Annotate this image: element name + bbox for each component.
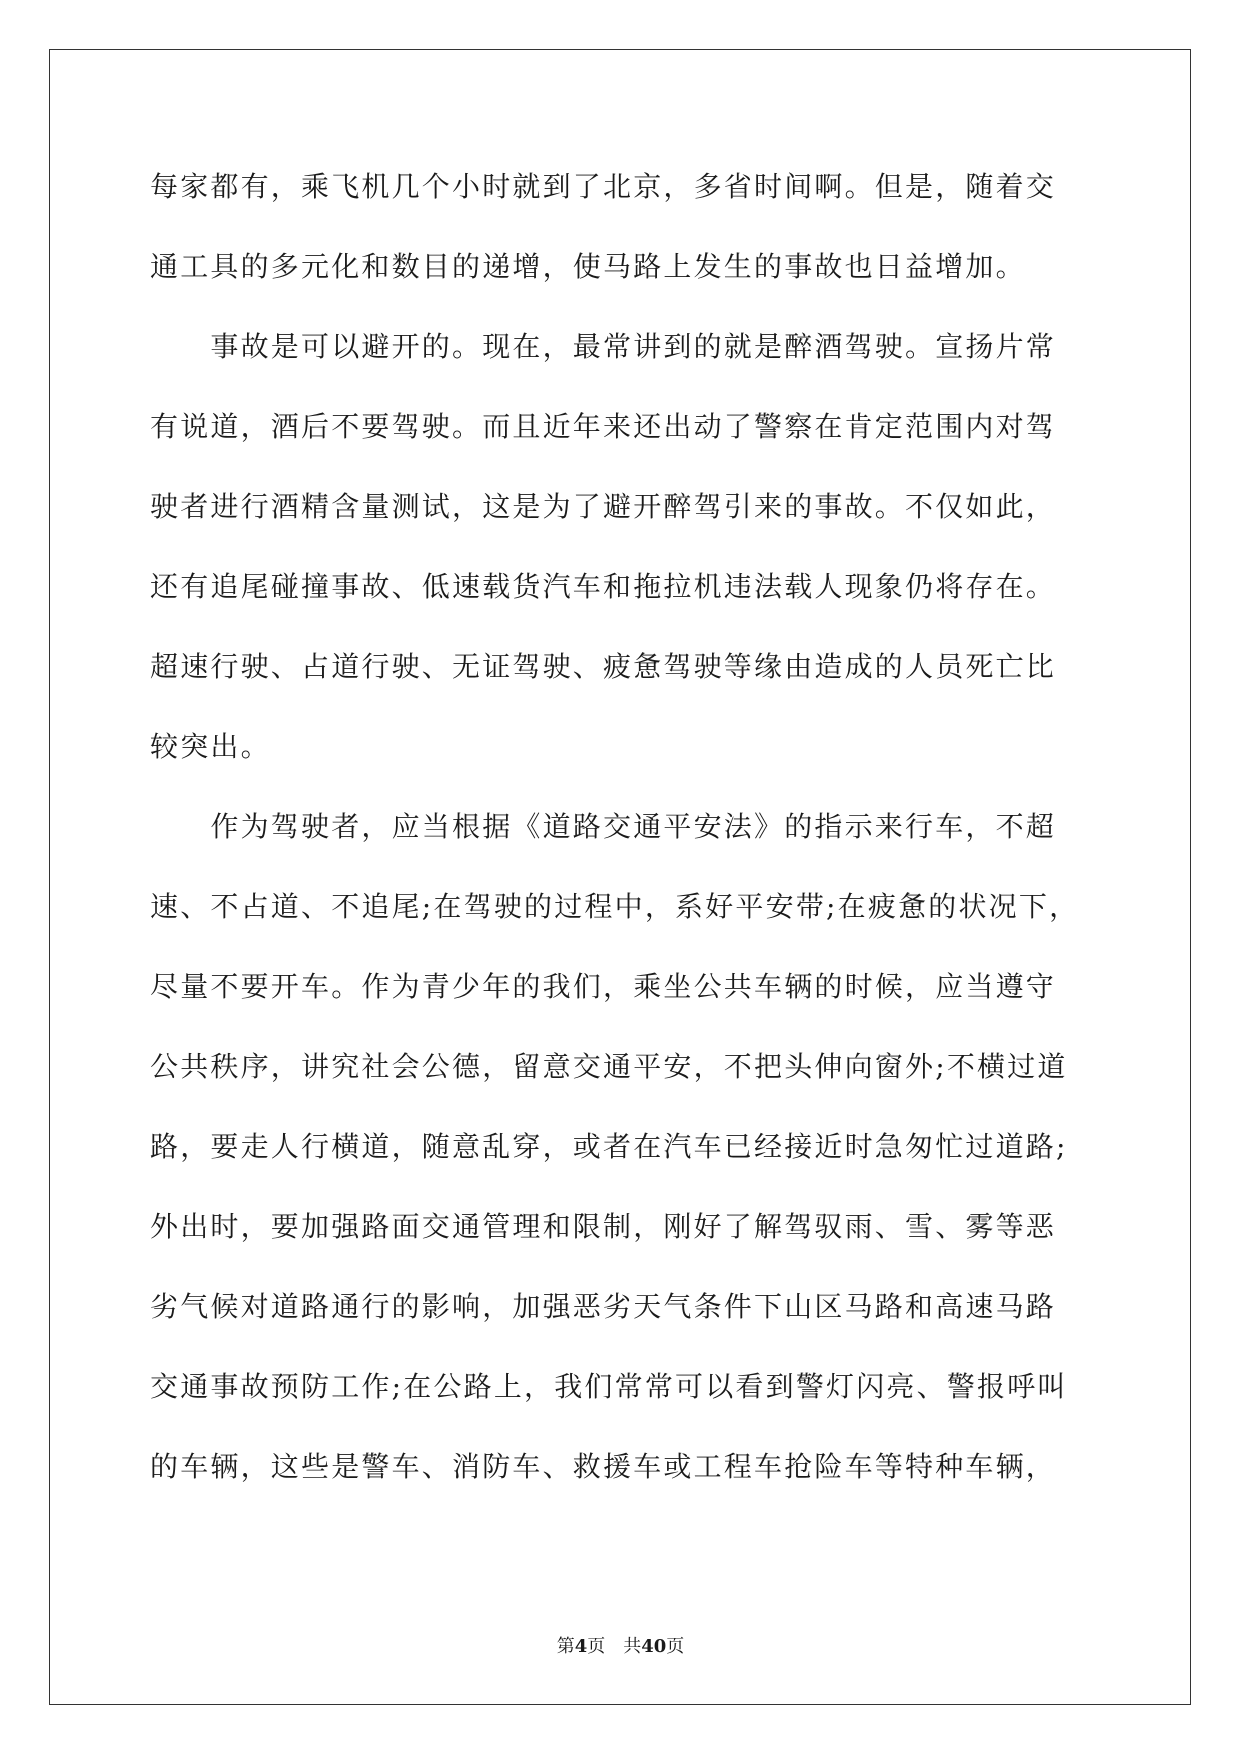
text-line: 尽量不要开车。作为青少年的我们，乘坐公共车辆的时候，应当遵守 (150, 970, 1057, 1003)
text-line: 较突出。 (150, 730, 271, 763)
text-line: 速、不占道、不追尾;在驾驶的过程中，系好平安带;在疲惫的状况下， (150, 890, 1080, 923)
text-line: 交通事故预防工作;在公路上，我们常常可以看到警灯闪亮、警报呼叫 (150, 1370, 1068, 1403)
text-line: 事故是可以避开的。现在，最常讲到的就是醉酒驾驶。宣扬片常 (150, 330, 1057, 363)
text-line: 还有追尾碰撞事故、低速载货汽车和拖拉机违法载人现象仍将存在。 (150, 570, 1057, 603)
page-prefix: 第 (556, 1636, 575, 1657)
document-body (150, 162, 1090, 1522)
text-line: 劣气候对道路通行的影响，加强恶劣天气条件下山区马路和高速马路 (150, 1290, 1057, 1323)
text-line: 驶者进行酒精含量测试，这是为了避开醉驾引来的事故。不仅如此， (150, 490, 1057, 523)
total-suffix: 页 (666, 1636, 685, 1657)
text-line: 作为驾驶者，应当根据《道路交通平安法》的指示来行车，不超 (150, 810, 1057, 843)
text-line: 有说道，酒后不要驾驶。而且近年来还出动了警察在肯定范围内对驾 (150, 410, 1057, 443)
text-line: 公共秩序，讲究社会公德，留意交通平安，不把头伸向窗外;不横过道 (150, 1050, 1068, 1083)
total-pages: 40 (641, 1636, 667, 1657)
text-line: 的车辆，这些是警车、消防车、救援车或工程车抢险车等特种车辆， (150, 1450, 1057, 1483)
text-line: 通工具的多元化和数目的递增，使马路上发生的事故也日益增加。 (150, 250, 1026, 283)
total-prefix: 共 (623, 1636, 642, 1657)
text-line: 路，要走人行横道，随意乱穿，或者在汽车已经接近时急匆忙过道路; (150, 1130, 1068, 1163)
page-footer (0, 1632, 1241, 1658)
text-line: 每家都有，乘飞机几个小时就到了北京，多省时间啊。但是，随着交 (150, 170, 1057, 203)
text-line: 超速行驶、占道行驶、无证驾驶、疲惫驾驶等缘由造成的人员死亡比 (150, 650, 1057, 683)
text-line: 外出时，要加强路面交通管理和限制，刚好了解驾驭雨、雪、雾等恶 (150, 1210, 1057, 1243)
page-suffix: 页 (587, 1636, 606, 1657)
page-number: 4 (574, 1636, 588, 1657)
